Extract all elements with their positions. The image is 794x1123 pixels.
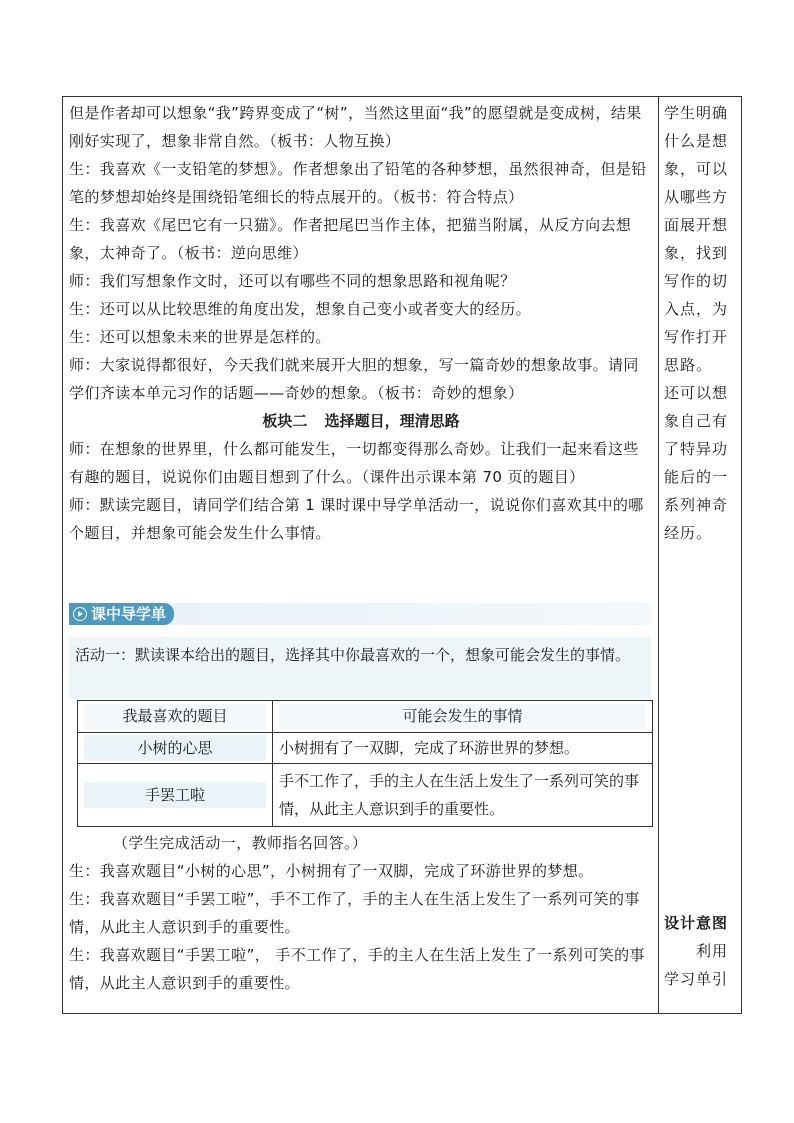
table-cell: 手罢工啦 [78,764,273,827]
design-intent [664,909,738,993]
design-text: 利用 [695,942,728,960]
table-row [78,733,653,764]
side-note: 还可以想象自己有了特异功能后的一系列神奇经历。 [664,384,729,542]
paragraph: 生：还可以想象未来的世界是怎样的。 [69,328,331,346]
guide-label: 课中导学单 [91,605,167,623]
play-icon [73,607,87,621]
answers-block [69,829,653,997]
main-column [69,97,653,992]
section-title: 选择题目，理清思路 [324,412,460,430]
paragraph: 师：大家说得都很好，今天我们就来展开大胆的想象，写一篇奇妙的想象故事。请同学们齐读本单元习作的话题——奇妙的想象。（板书：奇妙的想象） [69,356,639,402]
paragraph: 师：默读完题目，请同学们结合第 1 课时课中导学单活动一，说说你们喜欢其中的哪个题目，并想象可能会发生什么事情。 [69,496,644,542]
section-number: 板块二 [262,412,308,430]
paragraph: 生：我喜欢题目“小树的心思”，小树拥有了一双脚，完成了环游世界的梦想。 [69,862,594,880]
table-header: 可能会发生的事情 [273,701,653,733]
side-note: 学生明确什么是想象，可以从哪些方面展开想象，找到写作的切入点，为写作打开思路。 [664,104,729,374]
paragraph: 生：我喜欢《尾巴它有一只猫》。作者把尾巴当作主体，把猫当附属，从反方向去想象，太神奇了。（板书：逆向思维） [69,216,632,262]
note: （学生完成活动一，教师指名回答。） [113,834,368,852]
paragraph: 生：我喜欢题目“手罢工啦”，手不工作了，手的主人在生活上发生了一系列可笑的事情，从此主人意识到手的重要性。 [69,890,640,936]
paragraph: 生：我喜欢《一支铅笔的梦想》。作者想象出了铅笔的各种梦想，虽然很神奇，但是铅笔的梦想却始终是围绕铅笔细长的特点展开的。（板书：符合特点） [69,160,647,206]
table-cell: 小树拥有了一双脚，完成了环游世界的梦想。 [273,733,653,764]
design-title: 设计意图 [664,914,729,932]
column-divider [658,97,659,1013]
activity-table [77,700,653,827]
paragraph: 师：在想象的世界里，什么都可能发生，一切都变得那么奇妙。让我们一起来看这些有趣的题目，说说你们由题目想到了什么。（课件出示课本第 70 页的题目） [69,440,639,486]
paragraph: 但是作者却可以想象“我”跨界变成了“树”，当然这里面“我”的愿望就是变成树，结果刚好实现了，想象非常自然。（板书：人物互换） [69,104,642,150]
paragraph: 生：还可以从比较思维的角度出发，想象自己变小或者变大的经历。 [69,300,532,318]
table-header-row [78,701,653,733]
design-text: 学习单引 [664,970,729,988]
table-header: 我最喜欢的题目 [78,701,273,733]
guide-tag [69,603,174,625]
guide-banner [69,603,651,625]
section-heading [69,407,653,435]
side-column [664,97,738,547]
paragraph: 师：我们写想象作文时，还可以有哪些不同的想象思路和视角呢？ [69,272,516,290]
table-cell: 小树的心思 [78,733,273,764]
activity-text: 活动一：默读课本给出的题目，选择其中你最喜欢的一个，想象可能会发生的事情。 [75,646,631,664]
lesson-plan-table [62,96,742,1014]
activity-box [69,637,651,699]
paragraph: 生：我喜欢题目“手罢工啦”， 手不工作了，手的主人在生活上发生了一系列可笑的事情，从此主人意识到手的重要性。 [69,946,645,992]
table-row [78,764,653,827]
table-cell: 手不工作了，手的主人在生活上发生了一系列可笑的事情，从此主人意识到手的重要性。 [273,764,653,827]
